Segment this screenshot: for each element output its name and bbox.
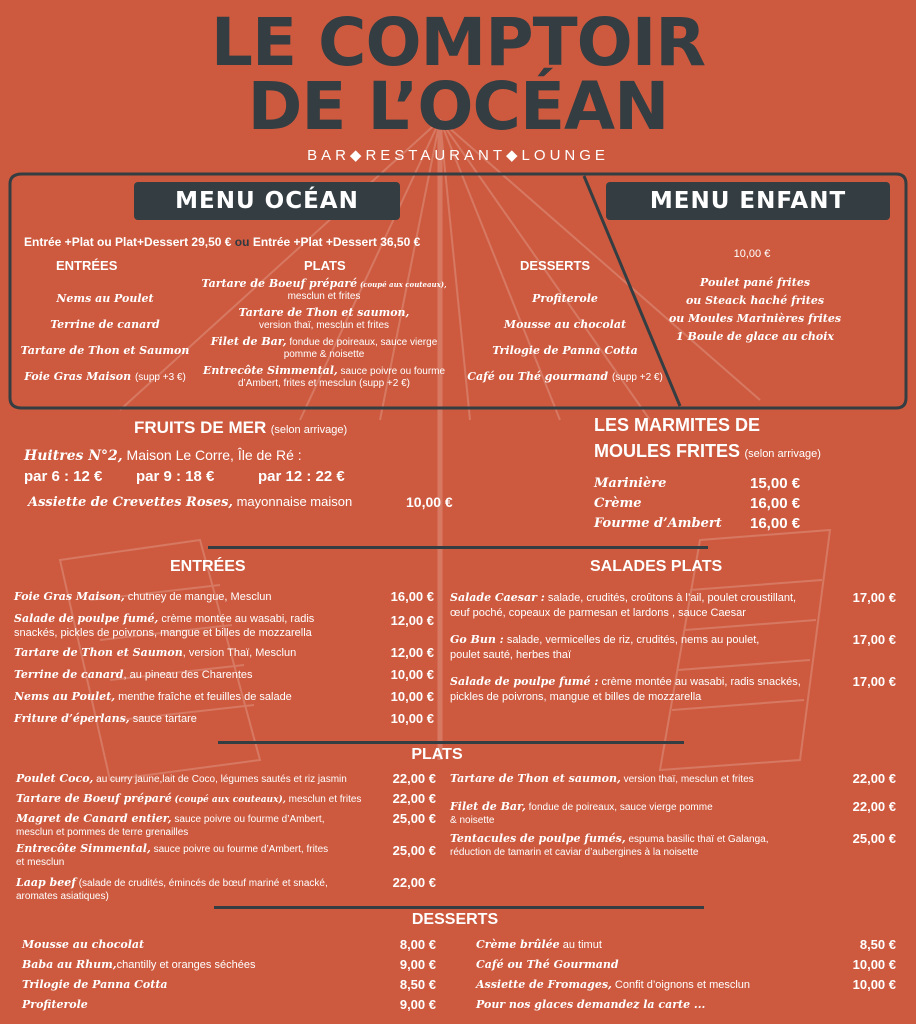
marmites-prices — [750, 474, 800, 534]
plat-r2-name: Filet de Bar, — [450, 800, 526, 813]
dessert-l3-name: Trilogie de Panna Cotta — [22, 978, 168, 991]
plat-r2-desc2: & noisette — [450, 815, 495, 826]
plats-left-list — [16, 772, 436, 906]
plats-title: PLATS — [411, 746, 463, 763]
dessert-l4-price: 9,00 € — [399, 997, 436, 1012]
entree-row — [14, 612, 434, 646]
entree-4-name: Terrine de canard — [14, 668, 124, 681]
fruits-de-mer-note: (selon arrivage) — [270, 424, 348, 436]
marmites-note: (selon arrivage) — [744, 448, 821, 460]
marmite-price-3: 16,00 € — [750, 515, 801, 532]
plat-r3-desc: espuma basilic thaï et Galanga, — [628, 834, 769, 845]
menu-ocean-entrees-title: ENTRÉES — [56, 258, 118, 273]
salade-3-desc: crème montée au wasabi, radis snackés, — [601, 676, 801, 688]
entree-6-price: 10,00 € — [390, 711, 434, 726]
huitres-par-6: par 6 : 12 € — [24, 468, 103, 485]
menu-ocean-plat-3-desc2: pomme & noisette — [283, 349, 365, 360]
menu-ocean-plats-title: PLATS — [304, 258, 346, 273]
dessert-l4-name: Profiterole — [22, 998, 88, 1011]
menu-ocean-dessert-4-supp: (supp +2 €) — [611, 372, 663, 383]
dessert-r2-price: 10,00 € — [852, 957, 896, 972]
huitres-par-9: par 9 : 18 € — [136, 468, 215, 485]
huitres-name: Huitres N°2, — [24, 448, 123, 464]
menu-ocean-title: MENU OCÉAN — [134, 182, 400, 220]
plat-l4-name: Entrecôte Simmental, — [16, 842, 151, 855]
plat-l1-desc: au curry jaune,lait de Coco, légumes sautés et riz jasmin — [96, 774, 347, 785]
entrees-title: ENTRÉES — [170, 558, 246, 575]
dessert-row — [476, 995, 896, 1015]
desserts-left-list — [22, 935, 436, 1015]
entree-6-name: Friture d’éperlans, — [14, 712, 130, 725]
dessert-row — [22, 995, 436, 1015]
plat-row — [450, 832, 896, 862]
divider-1 — [208, 546, 708, 549]
menu-ocean-plat-3-desc: fondue de poireaux, sauce vierge — [289, 337, 438, 348]
marmite-name-3: Fourme d’Ambert — [594, 516, 722, 531]
marmites-title-line2 — [594, 441, 821, 462]
plat-l5-desc: (salade de crudités, émincés de bœuf mariné et snacké, — [78, 878, 328, 889]
entree-3-desc: , version Thaï, Mesclun — [182, 647, 297, 659]
menu-ocean-entree-1: Nems au Poulet — [56, 292, 154, 305]
menu-ocean-dessert-2: Mousse au chocolat — [503, 318, 627, 331]
menu-ocean-plat-1-desc: mesclun et frites — [287, 291, 361, 302]
dessert-row — [22, 975, 436, 995]
menu-ocean-plat-2-desc: version thaï, mesclun et frites — [258, 320, 390, 331]
salade-2-name: Go Bun : — [450, 633, 504, 646]
salades-title: SALADES PLATS — [590, 558, 723, 575]
entree-2-price: 12,00 € — [390, 613, 434, 628]
fruits-de-mer-heading — [134, 418, 347, 438]
salade-2-desc: salade, vermicelles de riz, crudités, nems au poulet, — [506, 634, 760, 646]
dessert-r2-name: Café ou Thé Gourmand — [476, 958, 619, 971]
menu-ocean-entrees-list — [10, 286, 200, 391]
entree-row — [14, 690, 434, 712]
dessert-l2-desc: chantilly et oranges séchées — [116, 959, 256, 971]
salade-row — [450, 590, 896, 632]
menu-ocean-plat-2-name: Tartare de Thon et saumon, — [238, 306, 410, 319]
menu-enfant-line-2: ou Steack haché frites — [685, 294, 825, 307]
dessert-l1-price: 8,00 € — [399, 937, 436, 952]
plat-l3-price: 25,00 € — [392, 811, 436, 826]
marmites-title-2: MOULES FRITES — [594, 441, 741, 461]
entree-row — [14, 646, 434, 668]
menu-ocean-plat-4-desc: sauce poivre ou fourme — [340, 366, 446, 377]
salade-1-price: 17,00 € — [852, 590, 896, 605]
divider-2 — [218, 741, 684, 744]
menu-ocean-entree-2: Terrine de canard — [50, 318, 160, 331]
plat-r2-desc: fondue de poireaux, sauce vierge pomme — [528, 802, 713, 813]
plat-l4-desc2: et mesclun — [16, 857, 65, 868]
menu-ocean-dessert-1: Profiterole — [532, 292, 598, 305]
menu-ocean-plat-3-name: Filet de Bar, — [210, 335, 287, 348]
salade-1-desc2: œuf poché, copeaux de parmesan et lardons , sauce Caesar — [450, 607, 746, 619]
menu-ocean-desserts-title: DESSERTS — [520, 258, 591, 273]
divider-3 — [214, 906, 704, 909]
entree-5-price: 10,00 € — [390, 689, 434, 704]
plat-r3-name: Tentacules de poulpe fumés, — [450, 832, 626, 845]
crevettes-price: 10,00 € — [406, 494, 453, 510]
dessert-r3-desc: Confit d’oignons et mesclun — [614, 979, 751, 991]
marmite-price-1: 15,00 € — [750, 475, 801, 492]
plat-l5-name: Laap beef — [16, 876, 76, 889]
dessert-row — [22, 955, 436, 975]
menu-enfant-price: 10,00 € — [733, 248, 771, 260]
menu-ocean-plat-1-name: Tartare de Boeuf préparé — [201, 277, 358, 290]
marmites-names — [594, 474, 722, 534]
dessert-row — [476, 955, 896, 975]
fruits-de-mer-title: FRUITS DE MER — [134, 418, 267, 437]
entree-6-desc: sauce tartare — [132, 713, 197, 725]
crevettes-desc: mayonnaise maison — [236, 494, 353, 509]
huitres-desc: Maison Le Corre, Île de Ré : — [126, 447, 302, 463]
salade-1-desc: salade, crudités, croûtons à l’ail, poulet croustillant, — [547, 592, 797, 604]
entree-2-desc: crème montée au wasabi, radis — [161, 613, 315, 625]
desserts-right-list — [476, 935, 896, 1015]
plat-l4-price: 25,00 € — [392, 843, 436, 858]
plat-row — [450, 772, 896, 800]
crevettes-name: Assiette de Crevettes Roses, — [28, 495, 233, 510]
menu-enfant-line-3: ou Moules Marinières frites — [668, 312, 842, 325]
dessert-r3-price: 10,00 € — [852, 977, 896, 992]
plat-r3-desc2: réduction de tamarin et caviar d’aubergines à la noisette — [450, 847, 699, 858]
plat-l2-price: 22,00 € — [392, 791, 436, 806]
plat-row — [16, 772, 436, 792]
dessert-row — [476, 975, 896, 995]
entree-1-name: Foie Gras Maison, — [14, 590, 125, 603]
entree-2-name: Salade de poulpe fumé, — [14, 612, 159, 625]
menu-ocean-plat-1-note: (coupé aux couteaux), — [359, 280, 447, 289]
plat-l1-name: Poulet Coco, — [16, 772, 94, 785]
entree-4-desc: , au pineau des Charentes — [123, 669, 253, 681]
dessert-l1-name: Mousse au chocolat — [22, 938, 145, 951]
salade-3-price: 17,00 € — [852, 674, 896, 689]
menu-ocean-dessert-3: Trilogie de Panna Cotta — [492, 344, 638, 357]
brand-title-line2: DE L’OCÉAN — [247, 68, 669, 145]
dessert-row — [22, 935, 436, 955]
marmite-price-2: 16,00 € — [750, 495, 801, 512]
formula-or: ou — [234, 235, 250, 249]
dessert-l3-price: 8,50 € — [399, 977, 436, 992]
plat-l5-desc2: aromates asiatiques) — [16, 891, 109, 902]
entree-3-price: 12,00 € — [390, 645, 434, 660]
plat-r1-price: 22,00 € — [852, 771, 896, 786]
entree-1-desc: chutney de mangue, Mesclun — [127, 591, 272, 603]
salade-3-desc2: pickles de poivrons, mangue et billes de mozzarella — [450, 691, 702, 703]
marmites-title-line1: LES MARMITES DE — [594, 415, 761, 435]
marmite-name-2: Crème — [594, 496, 642, 511]
brand-subtitle: BAR◆RESTAURANT◆LOUNGE — [307, 147, 609, 164]
dessert-l2-price: 9,00 € — [399, 957, 436, 972]
salade-1-name: Salade Caesar : — [450, 591, 545, 604]
entree-row — [14, 590, 434, 612]
plat-l5-price: 22,00 € — [392, 875, 436, 890]
plat-row — [16, 842, 436, 876]
brand-title-line1: LE COMPTOIR — [210, 4, 706, 81]
menu-ocean-plat-4-name: Entrecôte Simmental, — [202, 364, 338, 377]
plat-l2-note: (coupé aux couteaux), — [174, 795, 286, 805]
dessert-r1-name: Crème brûlée — [476, 938, 560, 951]
plats-right-list — [450, 772, 896, 862]
dessert-r1-price: 8,50 € — [859, 937, 896, 952]
salades-list — [450, 590, 896, 708]
desserts-title: DESSERTS — [411, 911, 499, 928]
entree-3-name: Tartare de Thon et Saumon — [14, 646, 183, 659]
dessert-r4-name: Pour nos glaces demandez la carte ... — [476, 998, 706, 1011]
plat-r1-desc: version thaï, mesclun et frites — [623, 774, 754, 785]
menu-ocean-entree-4: Foie Gras Maison — [24, 370, 132, 383]
menu-ocean-desserts-list — [460, 286, 670, 391]
plat-l3-name: Magret de Canard entier, — [16, 812, 172, 825]
menu-ocean-plat-4-desc2: d’Ambert, frites et mesclun (supp +2 €) — [237, 378, 411, 389]
salade-row — [450, 632, 896, 674]
menu-ocean-plats-list — [198, 278, 450, 390]
marmite-name-1: Marinière — [594, 476, 667, 491]
entree-row — [14, 668, 434, 690]
entree-2-desc2: snackés, pickles de poivrons, mangue et billes de mozzarella — [14, 627, 312, 639]
entree-4-price: 10,00 € — [390, 667, 434, 682]
menu-ocean-entree-3: Tartare de Thon et Saumon — [20, 344, 190, 357]
formula-b: Entrée +Plat +Dessert 36,50 € — [252, 235, 421, 249]
formula-a: Entrée +Plat ou Plat+Dessert 29,50 € — [24, 235, 232, 249]
plat-l2-name: Tartare de Boeuf préparé — [16, 792, 172, 805]
entrees-list — [14, 590, 434, 734]
menu-ocean-dessert-4: Café ou Thé gourmand — [467, 370, 609, 383]
salade-row — [450, 674, 896, 708]
plat-l1-price: 22,00 € — [392, 771, 436, 786]
entree-5-desc: menthe fraîche et feuilles de salade — [118, 691, 292, 703]
plat-row — [16, 876, 436, 906]
salade-2-price: 17,00 € — [852, 632, 896, 647]
plat-r1-name: Tartare de Thon et saumon, — [450, 772, 621, 785]
menu-ocean-formulas — [24, 235, 420, 249]
dessert-r1-desc: au timut — [562, 939, 602, 951]
menu-ocean-entree-4-supp: (supp +3 €) — [134, 372, 186, 383]
plat-l2-desc: mesclun et frites — [288, 794, 362, 805]
plat-r3-price: 25,00 € — [852, 831, 896, 846]
plat-r2-price: 22,00 € — [852, 799, 896, 814]
menu-enfant-line-4: 1 Boule de glace au choix — [676, 330, 834, 343]
dessert-l2-name: Baba au Rhum, — [22, 958, 117, 971]
plat-row — [16, 812, 436, 842]
plat-row — [450, 800, 896, 832]
plat-l3-desc2: mesclun et pommes de terre grenailles — [16, 827, 189, 838]
entree-5-name: Nems au Poulet, — [14, 690, 116, 703]
salade-2-desc2: poulet sauté, herbes thaï — [450, 649, 572, 661]
plat-row — [16, 792, 436, 812]
crevettes-line — [28, 494, 352, 510]
dessert-r3-name: Assiette de Fromages, — [476, 978, 612, 991]
plat-l4-desc: sauce poivre ou fourme d’Ambert, frites — [153, 844, 329, 855]
dessert-row — [476, 935, 896, 955]
huitres-line — [24, 447, 302, 464]
menu-enfant-title: MENU ENFANT — [606, 182, 890, 220]
entree-row — [14, 712, 434, 734]
salade-3-name: Salade de poulpe fumé : — [450, 675, 599, 688]
entree-1-price: 16,00 € — [390, 589, 434, 604]
menu-enfant-line-1: Poulet pané frites — [699, 276, 811, 289]
huitres-par-12: par 12 : 22 € — [258, 468, 345, 485]
menu-enfant-list — [640, 274, 870, 346]
plat-l3-desc: sauce poivre ou fourme d’Ambert, — [174, 814, 325, 825]
